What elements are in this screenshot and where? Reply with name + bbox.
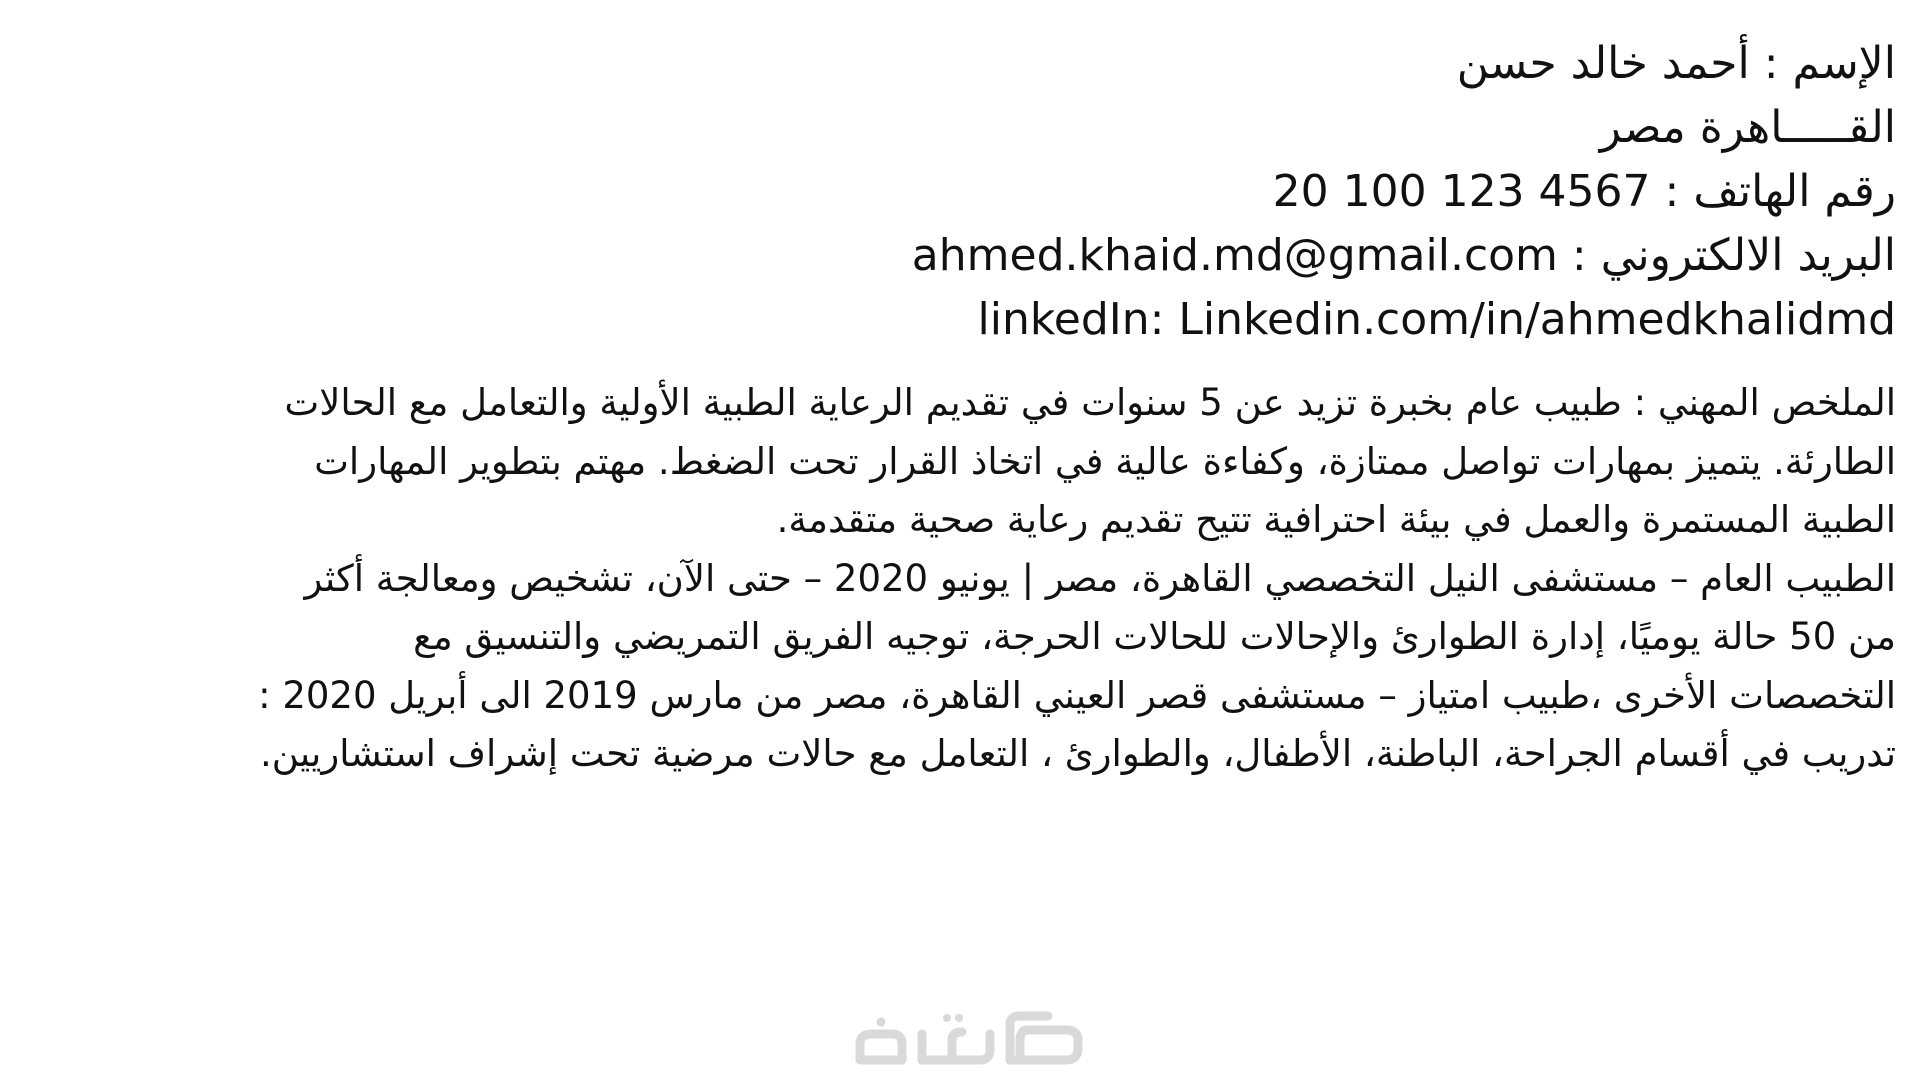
email-label: البريد الالكتروني :: [1571, 230, 1896, 281]
linkedin-value: linkedIn: Linkedin.com/in/ahmedkhalidmd: [977, 294, 1896, 345]
cv-content: [256, 32, 1896, 784]
phone-line: [256, 160, 1896, 224]
work-experience: الطبيب العام – مستشفى النيل التخصصي القاهرة، مصر | يونيو 2020 – حتى الآن، تشخيص ومعالجة أكثر من 50 حالة يوميًا، إدارة الطوارئ والإحالات للحالات الحرجة، توجيه الفريق التمريضي والتنسيق مع التخصصات الأخرى ،طبيب امتياز – مستشفى قصر العيني القاهرة، مصر من مارس 2019 الى أبريل 2020 : تدريب في أقسام الجراحة، الباطنة، الأطفال، والطوارئ ، التعامل مع حالات مرضية تحت إشراف استشاريين.: [258, 556, 1896, 775]
email-line: [256, 224, 1896, 288]
professional-summary: الملخص المهني : طبيب عام بخبرة تزيد عن 5 سنوات في تقديم الرعاية الطبية الأولية والتعامل مع الحالات الطارئة. يتميز بمهارات تواصل ممتازة، وكفاءة عالية في اتخاذ القرار تحت الضغط. مهتم بتطوير المهارات الطبية المستمرة والعمل في بيئة احترافية تتيح تقديم رعاية صحية متقدمة.: [284, 381, 1896, 541]
name-line: الإسم : أحمد خالد حسن: [1456, 38, 1896, 89]
email-value: ahmed.khaid.md@gmail.com: [911, 230, 1558, 281]
phone-value: 20 100 123 4567: [1272, 166, 1651, 217]
location-line: القـــــاهرة مصر: [1599, 102, 1896, 153]
watermark-logo: [852, 1010, 1088, 1070]
linkedin-line: [256, 288, 1896, 352]
phone-label: رقم الهاتف :: [1664, 166, 1896, 217]
body-text: [256, 374, 1896, 784]
